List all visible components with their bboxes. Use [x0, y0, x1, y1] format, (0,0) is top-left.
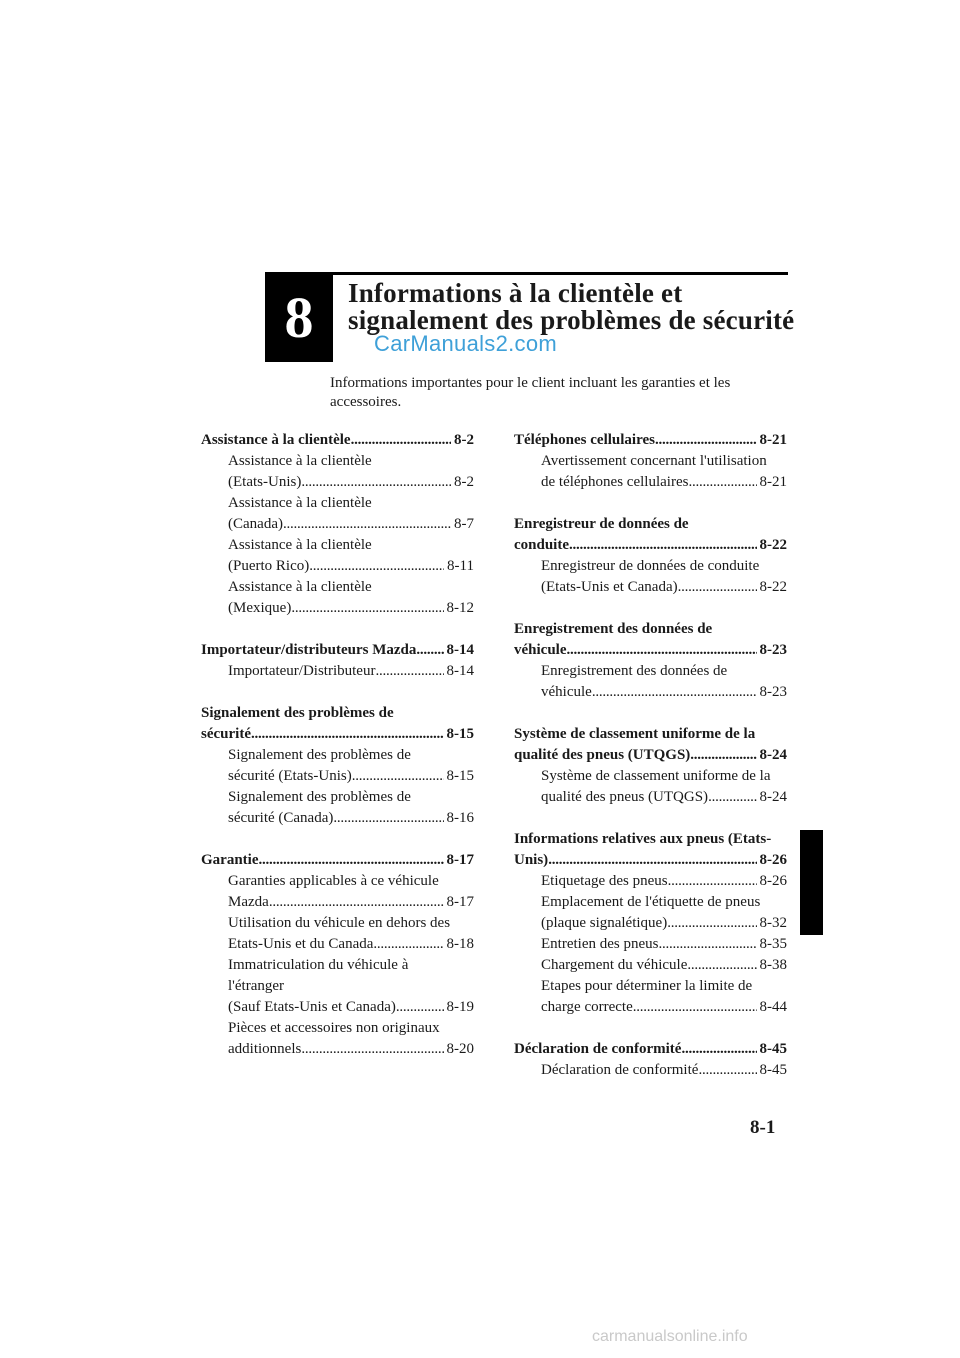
leader-dots [269, 892, 444, 913]
toc-section-title-text: Assistance à la clientèle [201, 432, 351, 448]
toc-section-title[interactable] [514, 535, 787, 556]
toc-section-title[interactable] [514, 640, 787, 661]
toc-entry-text: (Mexique) [228, 600, 292, 616]
toc-section-title-line: Système de classement uniforme de la [514, 726, 756, 742]
toc-section-title[interactable] [201, 430, 474, 451]
page-ref: 8-24 [759, 789, 787, 805]
toc-entry-text: sécurité (Canada) [228, 810, 334, 826]
toc-section-title-text: Importateur/distributeurs Mazda [201, 642, 417, 658]
leader-dots [396, 997, 444, 1018]
leader-dots [416, 640, 443, 661]
page-ref: 8-21 [759, 474, 787, 490]
leader-dots [567, 640, 757, 661]
leader-dots [668, 871, 757, 892]
page-number: 8-1 [750, 1117, 776, 1138]
page-ref: 8-20 [446, 1041, 474, 1057]
toc-section-title-text: véhicule [514, 642, 567, 658]
page-ref: 8-26 [759, 852, 787, 868]
toc-section-title[interactable] [201, 850, 474, 871]
page-ref: 8-45 [759, 1041, 787, 1057]
leader-dots [259, 850, 444, 871]
toc-section-title-line: Signalement des problèmes de [201, 705, 394, 721]
toc-entry[interactable] [201, 1039, 474, 1060]
chapter-title-line: Informations à la clientèle et [348, 278, 683, 308]
toc-entry-line: Assistance à la clientèle [228, 579, 372, 595]
toc-entry[interactable] [201, 997, 474, 1018]
toc-entry-line: Utilisation du véhicule en dehors des [228, 915, 451, 931]
page-ref: 8-12 [446, 600, 474, 616]
toc-entry[interactable] [201, 661, 474, 682]
toc-section [514, 514, 787, 598]
page-ref: 8-23 [759, 642, 787, 658]
toc-entry-line: Assistance à la clientèle [228, 495, 372, 511]
chapter-title-line: signalement des problèmes de sécurité [348, 305, 795, 335]
toc-entry-text: (Etats-Unis) [228, 474, 302, 490]
toc-entry[interactable] [514, 997, 787, 1018]
chapter-tab-marker [800, 830, 823, 935]
chapter-title [348, 280, 798, 334]
leader-dots [333, 808, 443, 829]
leader-dots [681, 1039, 756, 1060]
toc-entry-text: charge correcte [541, 999, 633, 1015]
toc-section-title-text: sécurité [201, 726, 251, 742]
leader-dots [633, 997, 757, 1018]
leader-dots [592, 682, 757, 703]
toc-section-title-line: Enregistrement des données de [514, 621, 713, 637]
toc-entry-text: véhicule [541, 684, 592, 700]
page-ref: 8-17 [446, 894, 474, 910]
page-ref: 8-24 [759, 747, 787, 763]
toc-section [201, 703, 474, 829]
page-ref: 8-23 [759, 684, 787, 700]
toc-entry[interactable] [201, 808, 474, 829]
leader-dots [698, 1060, 756, 1081]
toc-entry[interactable] [514, 472, 787, 493]
toc-entry-line: Avertissement concernant l'utilisation [541, 453, 767, 469]
toc-section [514, 430, 787, 493]
toc-entry-line: Système de classement uniforme de la [541, 768, 771, 784]
toc-section-title-text: Unis) [514, 852, 549, 868]
toc-entry-line: Immatriculation du véhicule à [228, 957, 409, 973]
toc-section-title-line: Informations relatives aux pneus (Etats- [514, 831, 772, 847]
footer-watermark[interactable]: carmanualsonline.info [592, 1328, 748, 1345]
leader-dots [708, 787, 756, 808]
chapter-number-box [265, 272, 333, 362]
page-ref: 8-21 [759, 432, 787, 448]
toc-entry-text: (Sauf Etats-Unis et Canada) [228, 999, 396, 1015]
page-ref: 8-22 [759, 537, 787, 553]
page-ref: 8-15 [446, 768, 474, 784]
toc-entry-text: Chargement du véhicule [541, 957, 688, 973]
toc-section-title-line: Enregistreur de données de [514, 516, 689, 532]
page-ref: 8-7 [454, 516, 474, 532]
toc-entry-line: Assistance à la clientèle [228, 537, 372, 553]
toc-section [201, 430, 474, 619]
leader-dots [678, 577, 757, 598]
watermark-logo[interactable]: CarManuals2.com [374, 331, 558, 356]
toc-section [201, 850, 474, 1060]
toc-section [514, 724, 787, 808]
leader-dots [548, 850, 756, 871]
toc-entry-text: (plaque signalétique) [541, 915, 668, 931]
page-ref: 8-38 [759, 957, 787, 973]
toc-section [201, 640, 474, 682]
toc-entry[interactable] [201, 766, 474, 787]
page-ref: 8-15 [446, 726, 474, 742]
leader-dots [301, 1039, 443, 1060]
toc-section-title[interactable] [514, 430, 787, 451]
page-ref: 8-32 [759, 915, 787, 931]
toc-entry-line: Assistance à la clientèle [228, 453, 372, 469]
leader-dots [251, 724, 444, 745]
toc-entry[interactable] [514, 934, 787, 955]
page-ref: 8-2 [454, 474, 474, 490]
toc-entry-text: Etiquetage des pneus [541, 873, 668, 889]
leader-dots [352, 766, 444, 787]
toc-entry-line: Pièces et accessoires non originaux [228, 1020, 440, 1036]
leader-dots [690, 745, 756, 766]
toc-entry-text: qualité des pneus (UTQGS) [541, 789, 709, 805]
leader-dots [688, 472, 756, 493]
page-ref: 8-16 [446, 810, 474, 826]
toc-entry[interactable] [201, 556, 474, 577]
page-ref: 8-22 [759, 579, 787, 595]
toc-section-title-text: Déclaration de conformité [514, 1041, 682, 1057]
toc-section-title[interactable] [201, 640, 474, 661]
toc-entry-text: additionnels [228, 1041, 302, 1057]
leader-dots [283, 514, 451, 535]
toc-entry-text: de téléphones cellulaires [541, 474, 689, 490]
toc-section [514, 829, 787, 1018]
toc-entry-line: l'étranger [228, 978, 285, 994]
toc-column-right [514, 430, 787, 1102]
toc-column-left [201, 430, 474, 1081]
page-ref: 8-11 [447, 558, 474, 574]
toc-entry[interactable] [201, 934, 474, 955]
toc-section-title[interactable] [514, 1039, 787, 1060]
toc-entry-text: Mazda [228, 894, 269, 910]
title-rule [333, 272, 788, 275]
page-ref: 8-17 [446, 852, 474, 868]
toc-section-title-text: conduite [514, 537, 570, 553]
page-ref: 8-45 [759, 1062, 787, 1078]
toc-entry-line: Signalement des problèmes de [228, 747, 411, 763]
leader-dots [687, 955, 756, 976]
toc-entry[interactable] [514, 913, 787, 934]
toc-entry[interactable] [514, 577, 787, 598]
leader-dots [301, 472, 451, 493]
page-ref: 8-18 [446, 936, 474, 952]
toc-entry-line: Signalement des problèmes de [228, 789, 411, 805]
toc-entry-text: (Canada) [228, 516, 283, 532]
toc-entry[interactable] [201, 598, 474, 619]
page-ref: 8-14 [446, 663, 474, 679]
toc-section-title-text: qualité des pneus (UTQGS) [514, 747, 691, 763]
leader-dots [569, 535, 756, 556]
toc-section-title-text: Téléphones cellulaires [514, 432, 655, 448]
toc-entry[interactable] [514, 955, 787, 976]
toc-section-title[interactable] [514, 745, 787, 766]
toc-entry-text: sécurité (Etats-Unis) [228, 768, 352, 784]
page-ref: 8-35 [759, 936, 787, 952]
toc-section [514, 619, 787, 703]
leader-dots [658, 934, 756, 955]
leader-dots [655, 430, 757, 451]
toc-entry-text: (Puerto Rico) [228, 558, 310, 574]
page-ref: 8-26 [759, 873, 787, 889]
toc-entry[interactable] [201, 472, 474, 493]
toc-entry[interactable] [201, 892, 474, 913]
toc-section [514, 1039, 787, 1081]
toc-entry-text: (Etats-Unis et Canada) [541, 579, 678, 595]
toc-entry-text: Etats-Unis et du Canada [228, 936, 374, 952]
leader-dots [309, 556, 444, 577]
leader-dots [667, 913, 756, 934]
toc-entry-line: Enregistreur de données de conduite [541, 558, 760, 574]
toc-section-title[interactable] [514, 850, 787, 871]
toc-entry[interactable] [514, 682, 787, 703]
toc-entry-line: Etapes pour déterminer la limite de [541, 978, 753, 994]
toc-entry-text: Importateur/Distributeur [228, 663, 376, 679]
leader-dots [373, 934, 443, 955]
chapter-number: 8 [284, 284, 314, 350]
toc-entry-line: Enregistrement des données de [541, 663, 728, 679]
toc-entry[interactable] [514, 871, 787, 892]
page-ref: 8-14 [446, 642, 474, 658]
toc-entry[interactable] [514, 1060, 787, 1081]
toc-section-title-text: Garantie [201, 852, 259, 868]
page-ref: 8-19 [446, 999, 474, 1015]
leader-dots [291, 598, 443, 619]
leader-dots [375, 661, 443, 682]
toc-entry-text: Déclaration de conformité [541, 1062, 699, 1078]
chapter-intro: Informations importantes pour le client incluant les garanties et les accessoires. [330, 375, 731, 410]
toc-entry-line: Emplacement de l'étiquette de pneus [541, 894, 761, 910]
toc-entry[interactable] [514, 787, 787, 808]
toc-section-title[interactable] [201, 724, 474, 745]
toc-entry-text: Entretien des pneus [541, 936, 659, 952]
leader-dots [351, 430, 451, 451]
page-ref: 8-44 [759, 999, 787, 1015]
toc-entry-line: Garanties applicables à ce véhicule [228, 873, 439, 889]
toc-entry[interactable] [201, 514, 474, 535]
page-ref: 8-2 [454, 432, 474, 448]
